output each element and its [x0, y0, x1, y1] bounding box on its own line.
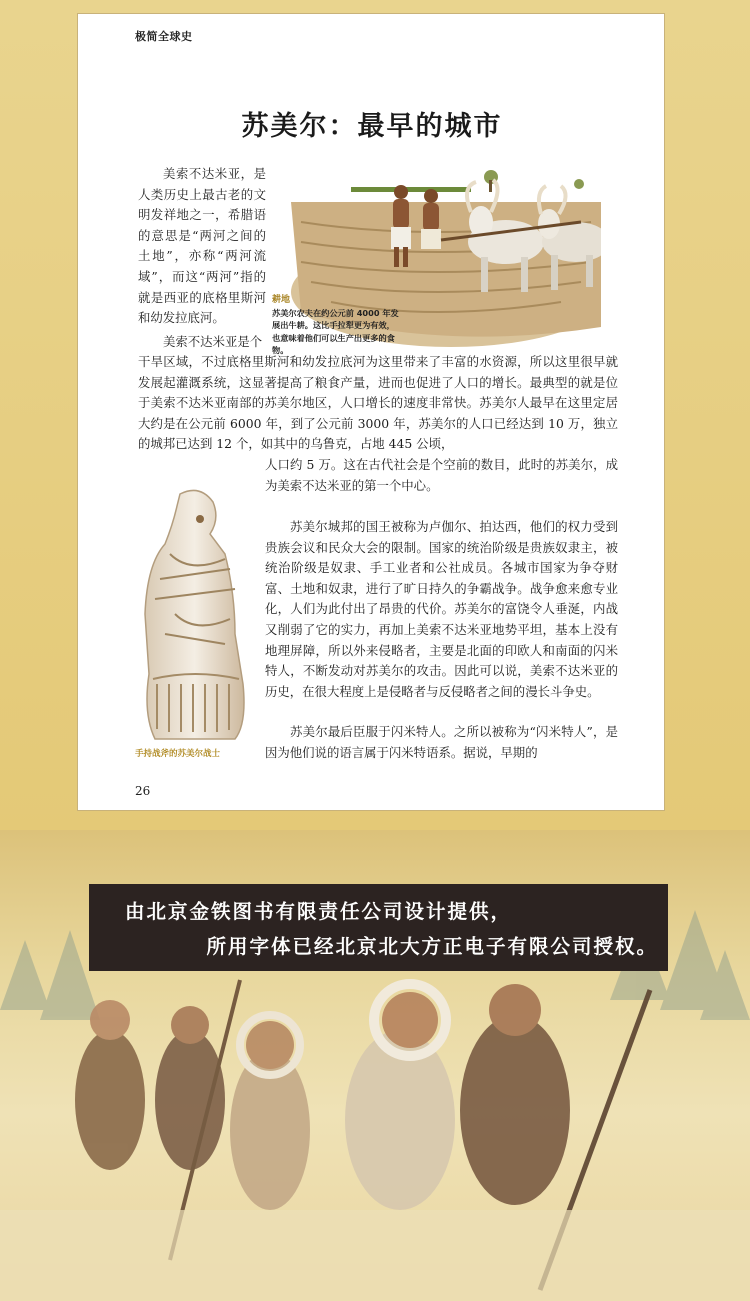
ploughing-caption-text: 苏美尔农夫在约公元前 4000 年发展出牛耕。这比手拉犁更为有效，也意味着他们可以生产出更多的食物。: [272, 307, 399, 355]
sumerian-warrior-illustration: [135, 484, 255, 746]
ploughing-caption-title: 耕地: [272, 295, 291, 305]
running-head: 极简全球史: [135, 30, 193, 43]
page-title: 苏美尔：最早的城市: [241, 111, 503, 142]
banner-line-1: 由北京金铁图书有限责任公司设计提供，: [125, 900, 513, 923]
copyright-banner: [89, 884, 668, 971]
warrior-caption: 手持战斧的苏美尔战士: [135, 749, 221, 759]
paragraph-4: 苏美尔最后臣服于闪米特人。之所以被称为“闪米特人”，是因为他们说的语言属于闪米特语系。据说，早期的: [265, 724, 618, 760]
page-number: 26: [135, 784, 151, 798]
banner-line-2: 所用字体已经北京北大方正电子有限公司授权。: [206, 935, 658, 958]
paragraph-intro: 美索不达米亚，是人类历史上最古老的文明发祥地之一，希腊语的意思是“两河之间的土地”，亦称“两河流域”，而这“两河”指的就是西亚的底格里斯河和幼发拉底河。: [138, 166, 266, 326]
ploughing-caption: [272, 294, 402, 357]
book-page: [77, 13, 665, 811]
paragraph-2-end: 人口约 5 万。这在古代社会是个空前的数目，此时的苏美尔，成为美索不达米亚的第一个中心。: [265, 457, 618, 493]
paragraph-2-start: 美索不达米亚是个: [163, 334, 263, 349]
paragraph-3: 苏美尔城邦的国王被称为卢伽尔、拍达西，他们的权力受到贵族会议和民众大会的限制。国家的统治阶级是贵族奴隶主，被统治阶级是奴隶、手工业者和公社成员。各城市国家为争夺财富、土地和奴隶，进行了旷日持久的争霸战争。战争愈来愈专业化，人们为此付出了昂贵的代价。苏美尔的富饶令人垂涎，内战又削弱了它的实力，再加上美索不达米亚地势平坦，基本上没有地理屏障，所以外来侵略者，主要是北面的印欧人和南面的闪米特人，不断发动对苏美尔的攻击。因此可以说，美索不达米亚的历史，在很大程度上是侵略者与反侵略者之间的漫长斗争史。: [265, 519, 618, 699]
paragraph-2-body: 干旱区域，不过底格里斯河和幼发拉底河为这里带来了丰富的水资源，所以这里很早就发展起灌溉系统，这显著提高了粮食产量，进而也促进了人口的增长。最典型的就是位于美索不达米亚南部的苏美尔地区，人口增长的速度非常快。苏美尔人最早在这里定居大约是在公元前 6000 年，到了公元前 3000 年，苏美尔的人口已经达到 10 万，独立的城邦已达到 12 个，如其中的乌鲁克，占地 445 公顷，: [138, 354, 618, 452]
